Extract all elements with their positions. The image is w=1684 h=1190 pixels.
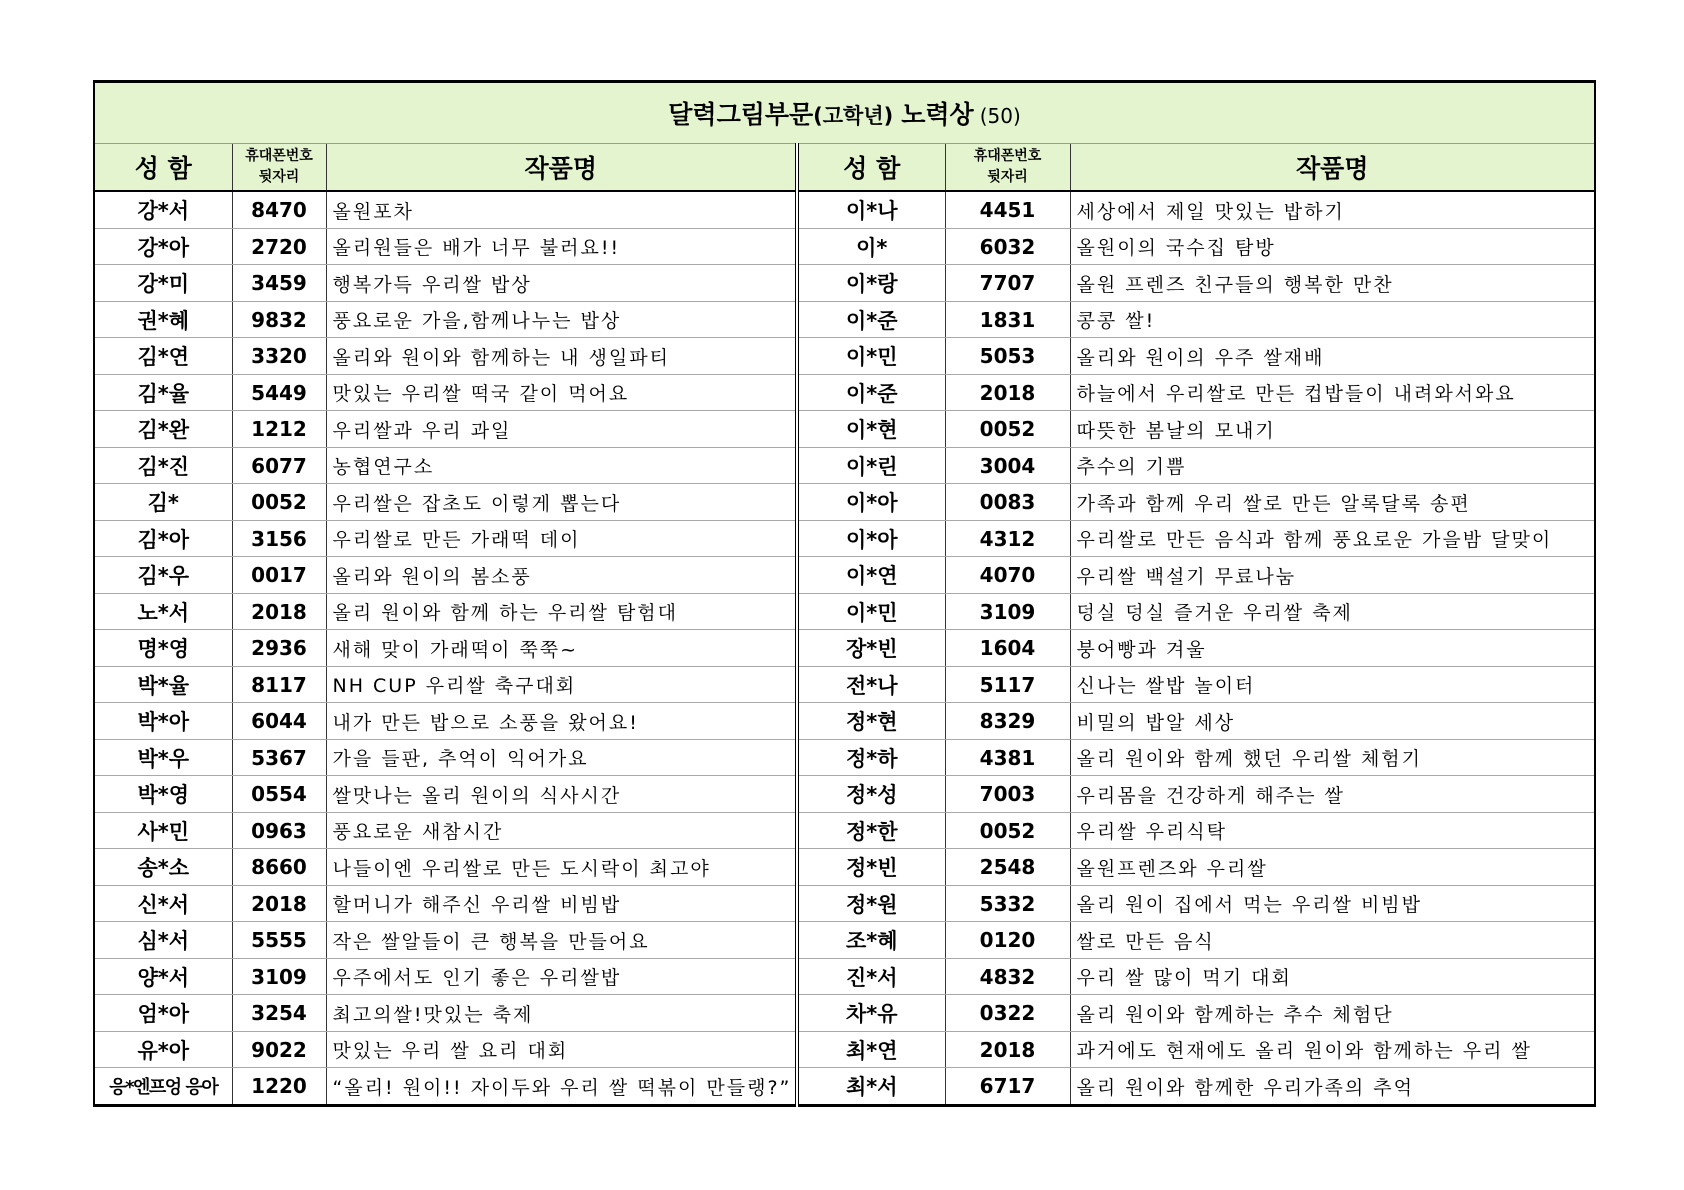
left-name-cell: 강*미 (94, 265, 232, 302)
table-row (94, 1068, 1595, 1106)
title-main: 달력그림부문 (668, 100, 814, 129)
right-name-cell: 정*현 (797, 703, 945, 740)
right-work-cell: 추수의 기쁨 (1070, 447, 1595, 484)
right-work-cell: 올리 원이와 함께한 우리가족의 추억 (1070, 1068, 1595, 1106)
right-phone-cell: 5117 (945, 666, 1070, 703)
left-work-cell: 우주에서도 인기 좋은 우리쌀밥 (326, 958, 797, 995)
right-phone-cell: 5332 (945, 885, 1070, 922)
right-name-cell: 이*랑 (797, 265, 945, 302)
header-phone-line2: 뒷자리 (987, 169, 1028, 185)
right-name-cell: 정*하 (797, 739, 945, 776)
right-work-cell: 올리와 원이의 우주 쌀재배 (1070, 338, 1595, 375)
right-work-cell: 우리 쌀 많이 먹기 대회 (1070, 958, 1595, 995)
table-row (94, 265, 1595, 302)
left-phone-cell: 6077 (232, 447, 326, 484)
left-phone-cell: 0017 (232, 557, 326, 594)
right-name-cell: 전*나 (797, 666, 945, 703)
right-work-cell: 우리쌀로 만든 음식과 함께 풍요로운 가을밤 달맞이 (1070, 520, 1595, 557)
left-work-cell: 우리쌀로 만든 가래떡 데이 (326, 520, 797, 557)
right-phone-cell: 0083 (945, 484, 1070, 521)
left-phone-cell: 1220 (232, 1068, 326, 1106)
right-work-cell: 가족과 함께 우리 쌀로 만든 알록달록 송편 (1070, 484, 1595, 521)
left-work-cell: 새해 맞이 가래떡이 쭉쭉~ (326, 630, 797, 667)
right-name-cell: 조*혜 (797, 922, 945, 959)
right-name-cell: 최*서 (797, 1068, 945, 1106)
left-work-cell: 맛있는 우리 쌀 요리 대회 (326, 1031, 797, 1068)
left-work-cell: 행복가득 우리쌀 밥상 (326, 265, 797, 302)
right-phone-cell: 4832 (945, 958, 1070, 995)
header-phone-line2: 뒷자리 (258, 169, 300, 185)
left-work-cell: 작은 쌀알들이 큰 행복을 만들어요 (326, 922, 797, 959)
right-work-cell: 올리 원이와 함께하는 추수 체험단 (1070, 995, 1595, 1032)
right-name-cell: 이*민 (797, 338, 945, 375)
left-name-cell: 김* (94, 484, 232, 521)
right-phone-cell: 8329 (945, 703, 1070, 740)
right-work-cell: 비밀의 밥알 세상 (1070, 703, 1595, 740)
header-phone-right (945, 144, 1070, 192)
left-name-cell: 신*서 (94, 885, 232, 922)
right-name-cell: 이*연 (797, 557, 945, 594)
right-name-cell: 이*아 (797, 520, 945, 557)
left-name-cell: 송*소 (94, 849, 232, 886)
left-work-cell: “올리! 원이!! 자이두와 우리 쌀 떡볶이 만들랭?” (326, 1068, 797, 1106)
left-work-cell: 나들이엔 우리쌀로 만든 도시락이 최고야 (326, 849, 797, 886)
left-work-cell: 올리원들은 배가 너무 불러요!! (326, 228, 797, 265)
right-phone-cell: 5053 (945, 338, 1070, 375)
left-phone-cell: 2936 (232, 630, 326, 667)
left-work-cell: 할머니가 해주신 우리쌀 비빔밥 (326, 885, 797, 922)
right-work-cell: 쌀로 만든 음식 (1070, 922, 1595, 959)
award-table (93, 80, 1596, 1107)
right-name-cell: 이* (797, 228, 945, 265)
right-work-cell: 올원이의 국수집 탐방 (1070, 228, 1595, 265)
left-name-cell: 김*율 (94, 374, 232, 411)
right-name-cell: 이*아 (797, 484, 945, 521)
right-work-cell: 우리쌀 우리식탁 (1070, 812, 1595, 849)
left-work-cell: 우리쌀은 잡초도 이렇게 뽑는다 (326, 484, 797, 521)
left-phone-cell: 5367 (232, 739, 326, 776)
left-name-cell: 유*아 (94, 1031, 232, 1068)
table-title (94, 82, 1595, 144)
table-row (94, 666, 1595, 703)
right-work-cell: 우리몸을 건강하게 해주는 쌀 (1070, 776, 1595, 813)
right-work-cell: 올리 원이와 함께 했던 우리쌀 체험기 (1070, 739, 1595, 776)
table-row (94, 338, 1595, 375)
left-phone-cell: 2018 (232, 885, 326, 922)
header-row (94, 144, 1595, 192)
table-row (94, 301, 1595, 338)
right-phone-cell: 0120 (945, 922, 1070, 959)
right-name-cell: 정*빈 (797, 849, 945, 886)
right-phone-cell: 4451 (945, 191, 1070, 228)
left-name-cell: 사*민 (94, 812, 232, 849)
title-award: 노력상 (901, 100, 974, 129)
left-phone-cell: 5449 (232, 374, 326, 411)
left-phone-cell: 3459 (232, 265, 326, 302)
right-phone-cell: 4312 (945, 520, 1070, 557)
right-phone-cell: 6717 (945, 1068, 1070, 1106)
right-phone-cell: 3004 (945, 447, 1070, 484)
right-work-cell: 과거에도 현재에도 올리 원이와 함께하는 우리 쌀 (1070, 1031, 1595, 1068)
left-name-cell: 김*연 (94, 338, 232, 375)
left-work-cell: 풍요로운 가을,함께나누는 밥상 (326, 301, 797, 338)
left-phone-cell: 0963 (232, 812, 326, 849)
right-phone-cell: 6032 (945, 228, 1070, 265)
right-phone-cell: 7003 (945, 776, 1070, 813)
left-phone-cell: 6044 (232, 703, 326, 740)
right-phone-cell: 2548 (945, 849, 1070, 886)
table-row (94, 703, 1595, 740)
header-work-left: 작품명 (326, 144, 797, 192)
left-name-cell: 박*영 (94, 776, 232, 813)
left-name-cell: 권*혜 (94, 301, 232, 338)
left-phone-cell: 5555 (232, 922, 326, 959)
right-phone-cell: 3109 (945, 593, 1070, 630)
left-work-cell: 가을 들판, 추억이 익어가요 (326, 739, 797, 776)
right-work-cell: 세상에서 제일 맛있는 밥하기 (1070, 191, 1595, 228)
left-name-cell: 김*우 (94, 557, 232, 594)
right-phone-cell: 0322 (945, 995, 1070, 1032)
right-name-cell: 정*성 (797, 776, 945, 813)
right-phone-cell: 1831 (945, 301, 1070, 338)
left-name-cell: 김*아 (94, 520, 232, 557)
left-work-cell: 쌀맛나는 올리 원이의 식사시간 (326, 776, 797, 813)
right-phone-cell: 1604 (945, 630, 1070, 667)
left-work-cell: 농협연구소 (326, 447, 797, 484)
table-row (94, 885, 1595, 922)
left-name-cell: 엄*아 (94, 995, 232, 1032)
left-work-cell: 올리와 원이와 함께하는 내 생일파티 (326, 338, 797, 375)
left-work-cell: 우리쌀과 우리 과일 (326, 411, 797, 448)
table-row (94, 958, 1595, 995)
header-name-right: 성 함 (797, 144, 945, 192)
left-name-cell: 심*서 (94, 922, 232, 959)
right-name-cell: 정*원 (797, 885, 945, 922)
right-work-cell: 붕어빵과 겨울 (1070, 630, 1595, 667)
right-work-cell: 올원 프렌즈 친구들의 행복한 만찬 (1070, 265, 1595, 302)
left-work-cell: 내가 만든 밥으로 소풍을 왔어요! (326, 703, 797, 740)
table-row (94, 228, 1595, 265)
right-name-cell: 이*린 (797, 447, 945, 484)
table-row (94, 812, 1595, 849)
table-row (94, 1031, 1595, 1068)
header-name-left: 성 함 (94, 144, 232, 192)
table-row (94, 922, 1595, 959)
header-phone-left (232, 144, 326, 192)
header-phone-line1: 휴대폰번호 (245, 148, 313, 164)
left-phone-cell: 3156 (232, 520, 326, 557)
table-row (94, 995, 1595, 1032)
table-row (94, 484, 1595, 521)
right-phone-cell: 2018 (945, 374, 1070, 411)
left-phone-cell: 2018 (232, 593, 326, 630)
table-row (94, 739, 1595, 776)
right-name-cell: 진*서 (797, 958, 945, 995)
left-name-cell: 박*우 (94, 739, 232, 776)
left-name-cell: 양*서 (94, 958, 232, 995)
title-count: (50) (979, 104, 1021, 128)
left-name-cell: 김*진 (94, 447, 232, 484)
right-phone-cell: 0052 (945, 812, 1070, 849)
left-name-cell: 박*율 (94, 666, 232, 703)
table-row (94, 849, 1595, 886)
header-work-right: 작품명 (1070, 144, 1595, 192)
table-row (94, 191, 1595, 228)
left-work-cell: 맛있는 우리쌀 떡국 같이 먹어요 (326, 374, 797, 411)
right-name-cell: 이*현 (797, 411, 945, 448)
left-name-cell: 강*서 (94, 191, 232, 228)
left-work-cell: 올원포차 (326, 191, 797, 228)
table-row (94, 593, 1595, 630)
left-phone-cell: 8660 (232, 849, 326, 886)
right-name-cell: 이*준 (797, 301, 945, 338)
right-phone-cell: 2018 (945, 1031, 1070, 1068)
table-row (94, 630, 1595, 667)
right-name-cell: 차*유 (797, 995, 945, 1032)
left-name-cell: 노*서 (94, 593, 232, 630)
title-row (94, 82, 1595, 144)
right-work-cell: 올원프렌즈와 우리쌀 (1070, 849, 1595, 886)
left-phone-cell: 3320 (232, 338, 326, 375)
left-phone-cell: 8470 (232, 191, 326, 228)
left-phone-cell: 2720 (232, 228, 326, 265)
right-work-cell: 콩콩 쌀! (1070, 301, 1595, 338)
right-phone-cell: 4070 (945, 557, 1070, 594)
right-phone-cell: 4381 (945, 739, 1070, 776)
header-phone-line1: 휴대폰번호 (973, 148, 1042, 164)
left-work-cell: NH CUP 우리쌀 축구대회 (326, 666, 797, 703)
right-name-cell: 장*빈 (797, 630, 945, 667)
right-work-cell: 신나는 쌀밥 놀이터 (1070, 666, 1595, 703)
right-work-cell: 하늘에서 우리쌀로 만든 컵밥들이 내려와서와요 (1070, 374, 1595, 411)
left-name-cell: 응*엔프엉 응아 (94, 1068, 232, 1106)
right-phone-cell: 7707 (945, 265, 1070, 302)
table-row (94, 411, 1595, 448)
left-phone-cell: 0554 (232, 776, 326, 813)
right-name-cell: 최*연 (797, 1031, 945, 1068)
left-phone-cell: 9022 (232, 1031, 326, 1068)
left-work-cell: 최고의쌀!맛있는 축제 (326, 995, 797, 1032)
left-name-cell: 강*아 (94, 228, 232, 265)
left-work-cell: 올리 원이와 함께 하는 우리쌀 탐험대 (326, 593, 797, 630)
left-name-cell: 김*완 (94, 411, 232, 448)
title-grade: (고학년) (813, 104, 894, 128)
table-row (94, 776, 1595, 813)
left-work-cell: 올리와 원이의 봄소풍 (326, 557, 797, 594)
right-work-cell: 덩실 덩실 즐거운 우리쌀 축제 (1070, 593, 1595, 630)
left-phone-cell: 8117 (232, 666, 326, 703)
right-work-cell: 따뜻한 봄날의 모내기 (1070, 411, 1595, 448)
left-phone-cell: 9832 (232, 301, 326, 338)
table-row (94, 374, 1595, 411)
left-name-cell: 명*영 (94, 630, 232, 667)
table-row (94, 447, 1595, 484)
table-row (94, 557, 1595, 594)
left-phone-cell: 3109 (232, 958, 326, 995)
right-name-cell: 이*나 (797, 191, 945, 228)
right-phone-cell: 0052 (945, 411, 1070, 448)
table-row (94, 520, 1595, 557)
left-name-cell: 박*아 (94, 703, 232, 740)
right-work-cell: 우리쌀 백설기 무료나눔 (1070, 557, 1595, 594)
left-phone-cell: 0052 (232, 484, 326, 521)
left-phone-cell: 3254 (232, 995, 326, 1032)
left-phone-cell: 1212 (232, 411, 326, 448)
right-name-cell: 이*준 (797, 374, 945, 411)
right-work-cell: 올리 원이 집에서 먹는 우리쌀 비빔밥 (1070, 885, 1595, 922)
right-name-cell: 정*한 (797, 812, 945, 849)
right-name-cell: 이*민 (797, 593, 945, 630)
left-work-cell: 풍요로운 새참시간 (326, 812, 797, 849)
